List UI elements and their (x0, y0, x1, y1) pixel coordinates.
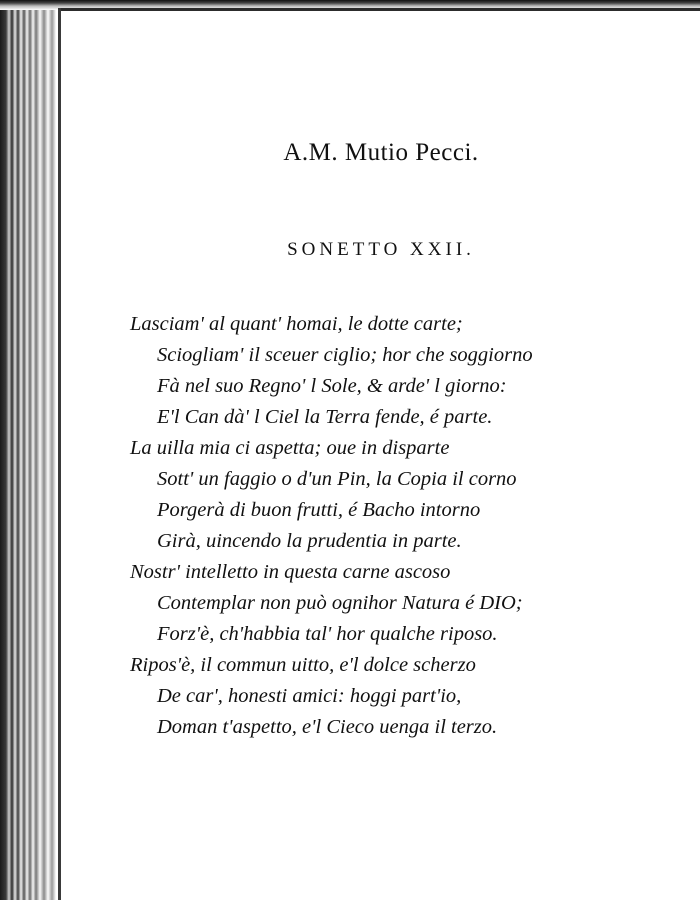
verse-line: Doman t'aspetto, e'l Cieco uenga il terzo. (157, 716, 498, 738)
book-binding-edge (0, 0, 58, 900)
verse-line: Fà nel suo Regno' l Sole, & arde' l giorno: (157, 375, 507, 397)
sonnet-text (130, 309, 650, 743)
verse-line: E'l Can dà' l Ciel la Terra fende, é parte. (157, 406, 493, 428)
verse-line: Forz'è, ch'habbia tal' hor qualche riposo. (157, 623, 498, 645)
verse-line: Girà, uincendo la prudentia in parte. (157, 530, 462, 552)
verse-line: Ripos'è, il commun uitto, e'l dolce scherzo (130, 654, 476, 676)
page-edge-left (58, 8, 61, 900)
verse-line: Lasciam' al quant' homai, le dotte carte; (130, 313, 463, 335)
verse-line: De car', honesti amici: hoggi part'io, (157, 685, 462, 707)
verse-line: Porgerà di buon frutti, é Bacho intorno (157, 499, 481, 521)
verse-line: Nostr' intelletto in questa carne ascoso (130, 561, 451, 583)
sonnet-title: SONETTO XXII. (287, 239, 475, 260)
verse-line: Sciogliam' il sceuer ciglio; hor che soggiorno (157, 344, 533, 366)
page-content (62, 11, 700, 900)
dedication-heading: A.M. Mutio Pecci. (283, 139, 479, 166)
verse-line: La uilla mia ci aspetta; oue in disparte (130, 437, 450, 459)
verse-line: Sott' un faggio o d'un Pin, la Copia il corno (157, 468, 517, 490)
verse-line: Contemplar non può ognihor Natura é DIO; (157, 592, 523, 614)
